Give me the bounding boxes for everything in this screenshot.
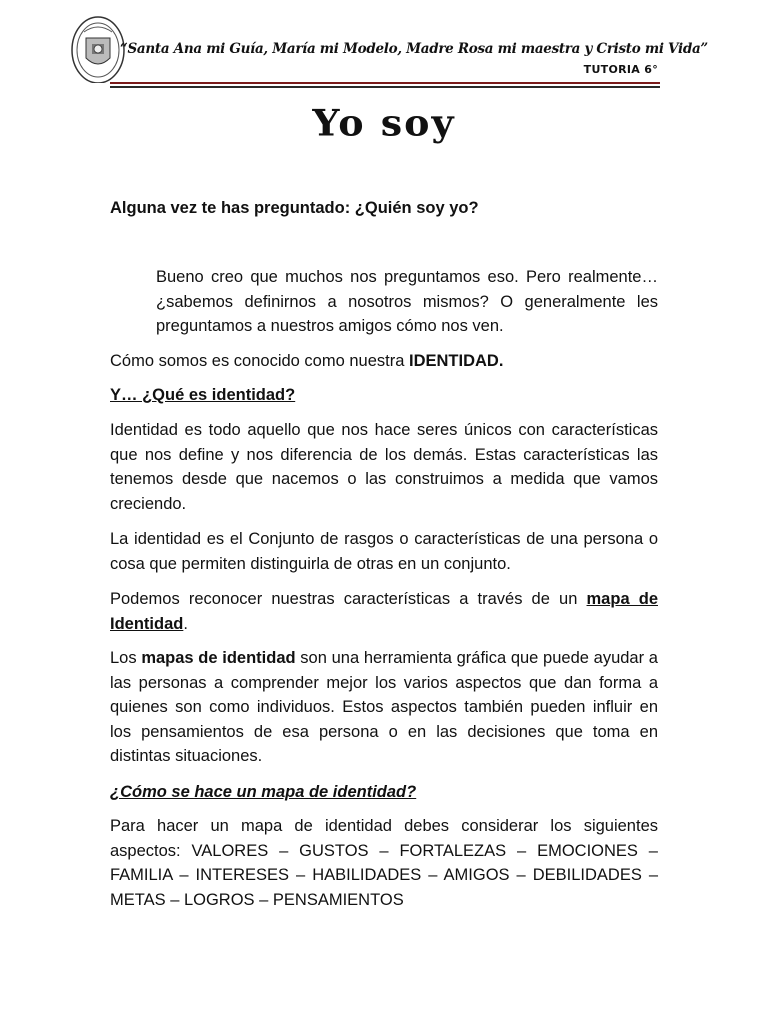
paragraph-mapas-start: Los xyxy=(110,649,142,667)
paragraph-mapa-end: . xyxy=(183,614,188,633)
paragraph-aspectos xyxy=(110,814,658,912)
course-label: TUTORIA 6° xyxy=(583,63,658,76)
page-title: Yo soy xyxy=(312,101,456,144)
intro-question: Alguna vez te has preguntado: ¿Quién soy yo? xyxy=(110,199,479,217)
paragraph-mapa xyxy=(110,587,658,636)
paragraph-definition-text: Identidad es todo aquello que nos hace seres únicos con características que nos define y nos diferencia de los demás. Estas características las tenemos desde que nacemos o las construimos a medida que vamos creciendo. xyxy=(110,421,658,513)
paragraph-mapas-desc xyxy=(110,646,658,769)
header-rule-bottom xyxy=(110,86,660,88)
school-seal-icon xyxy=(70,14,126,92)
paragraph-identidad xyxy=(110,349,658,374)
paragraph-definition xyxy=(110,418,658,516)
paragraph-intro-text: Bueno creo que muchos nos preguntamos eso. Pero realmente… ¿sabemos definirnos a nosotros mismos? O generalmente les preguntamos a nuestros amigos cómo nos ven. xyxy=(156,268,658,335)
paragraph-mapas-rest: son una herramienta gráfica que puede ayudar a las personas a comprender mejor los varios aspectos que dan forma a quienes son como individuos. Estos aspectos también pueden influir en los pensamientos de esa persona o en las decisiones que toma en distintas situaciones. xyxy=(110,649,658,765)
mapas-identidad-term: mapas de identidad xyxy=(141,649,296,667)
identidad-term: IDENTIDAD. xyxy=(408,352,504,370)
header-rule-top xyxy=(110,82,660,84)
paragraph-intro xyxy=(110,265,658,339)
heading-como-se-hace xyxy=(110,780,658,805)
paragraph-conjunto-text: La identidad es el Conjunto de rasgos o características de una persona o cosa que permiten distinguirla de otras en un conjunto. xyxy=(110,530,658,573)
school-motto: “Santa Ana mi Guía, María mi Modelo, Madre Rosa mi maestra y Cristo mi Vida” xyxy=(120,41,708,57)
heading-como-se-hace-text: ¿Cómo se hace un mapa de identidad? xyxy=(110,783,417,801)
heading-que-es-identidad-text: Y… ¿Qué es identidad? xyxy=(110,386,296,404)
paragraph-aspectos-text: Para hacer un mapa de identidad debes considerar los siguientes aspectos: VALORES – GUSTOS – FORTALEZAS – EMOCIONES – FAMILIA – INTERESES – HABILIDADES – AMIGOS – DEBILIDADES – METAS – LOGROS – PENSAMIENTOS xyxy=(110,817,658,909)
paragraph-mapa-text: Podemos reconocer nuestras características a través de un xyxy=(110,590,587,608)
paragraph-identidad-text: Cómo somos es conocido como nuestra xyxy=(110,352,409,370)
heading-que-es-identidad xyxy=(110,383,658,408)
mapa-identidad-link: mapa de Identidad xyxy=(110,590,658,633)
paragraph-conjunto xyxy=(110,527,658,576)
